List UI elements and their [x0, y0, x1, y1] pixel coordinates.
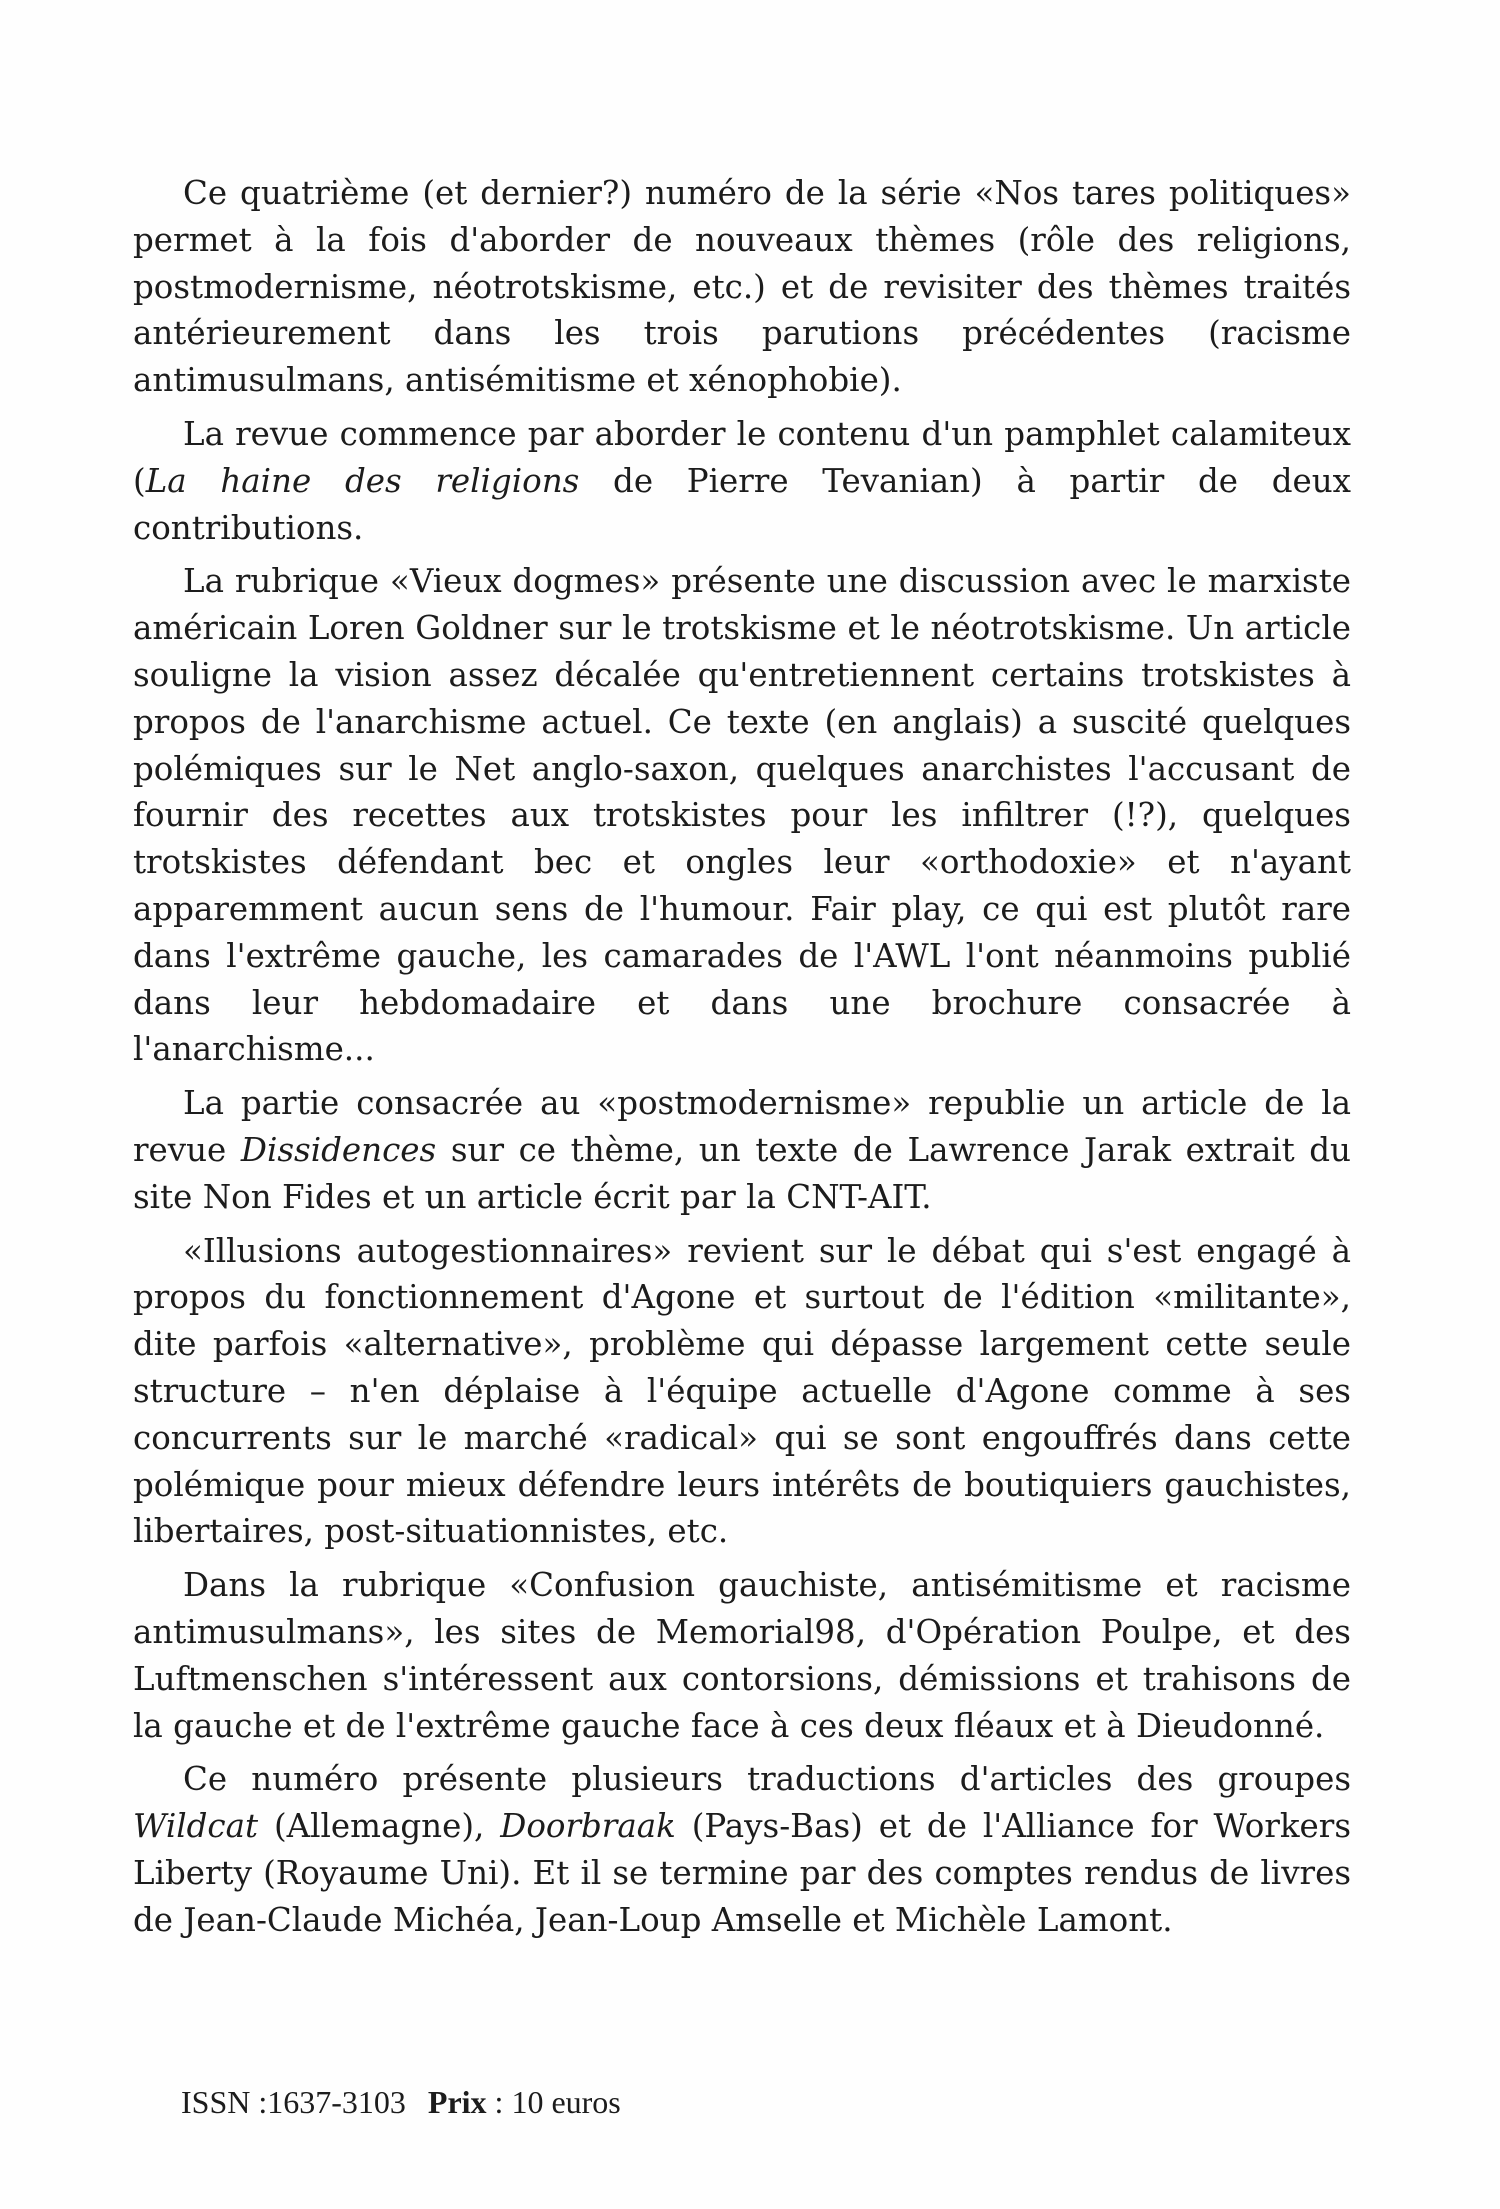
group-name-italic: Wildcat	[133, 1807, 259, 1846]
publication-info	[181, 2082, 621, 2122]
paragraph-pamphlet: La revue commence par aborder le contenu d'un pamphlet calamiteux (La haine des religions de Pierre Tevanian) à partir de deux contributions.	[133, 414, 1352, 547]
group-name-italic: Doorbraak	[500, 1807, 676, 1846]
description-text	[133, 170, 1351, 1950]
paragraph-illusions: «Illusions autogestionnaires» revient sur le débat qui s'est engagé à propos du fonctionnement d'Agone et surtout de l'édition «militante», dite parfois «alternative», problème qui dépasse largement cette seule structure – n'en déplaise à l'équipe actuelle d'Agone comme à ses concurrents sur le marché «radical» qui se sont engouffrés dans cette polémique pour mieux défendre leurs intérêts de boutiquiers gauchistes, libertaires, post-situationnistes, etc.	[133, 1231, 1351, 1551]
issn-number: ISSN :1637-3103	[181, 2084, 406, 2120]
paragraph-vieux-dogmes: La rubrique «Vieux dogmes» présente une discussion avec le marxiste américain Loren Goldner sur le trotskisme et le néotrotskisme. Un article souligne la vision assez décalée qu'entretiennent certains trotskistes à propos de l'anarchisme actuel. Ce texte (en anglais) a suscité quelques polémiques sur le Net anglo-saxon, quelques anarchistes l'accusant de fournir des recettes aux trotskistes pour les infiltrer (!?), quelques trotskistes défendant bec et ongles leur «orthodoxie» et n'ayant apparemment aucun sens de l'humour. Fair play, ce qui est plutôt rare dans l'extrême gauche, les camarades de l'AWL l'ont néanmoins publié dans leur hebdomadaire et dans une brochure consacrée à l'anarchisme...	[133, 562, 1351, 1069]
paragraph-postmodernisme: La partie consacrée au «postmodernisme» republie un article de la revue Dissidences sur ce thème, un texte de Lawrence Jarak extrait du site Non Fides et un article écrit par la CNT-AIT.	[133, 1084, 1351, 1216]
paragraph-traductions: Ce numéro présente plusieurs traductions d'articles des groupes Wildcat (Allemagne), Doorbraak (Pays-Bas) et de l'Alliance for Workers Liberty (Royaume Uni). Et il se termine par des comptes rendus de livres de Jean-Claude Michéa, Jean-Loup Amselle et Michèle Lamont.	[133, 1760, 1352, 1939]
price-value: : 10 euros	[486, 2084, 621, 2120]
price-label: Prix	[427, 2084, 487, 2120]
paragraph-intro: Ce quatrième (et dernier?) numéro de la série «Nos tares politiques» permet à la fois d'aborder de nouveaux thèmes (rôle des religions, postmodernisme, néotrotskisme, etc.) et de revisiter des thèmes traités antérieurement dans les trois parutions précédentes (racisme antimusulmans, antisémitisme et xénophobie).	[133, 174, 1351, 400]
paragraph-confusion: Dans la rubrique «Confusion gauchiste, antisémitisme et racisme antimusulmans», les sites de Memorial98, d'Opération Poulpe, et des Luftmenschen s'intéressent aux contorsions, démissions et trahisons de la gauche et de l'extrême gauche face à ces deux fléaux et à Dieudonné.	[133, 1566, 1351, 1745]
journal-title-italic: Dissidences	[240, 1130, 437, 1169]
book-title-italic: La haine des religions	[145, 461, 580, 500]
